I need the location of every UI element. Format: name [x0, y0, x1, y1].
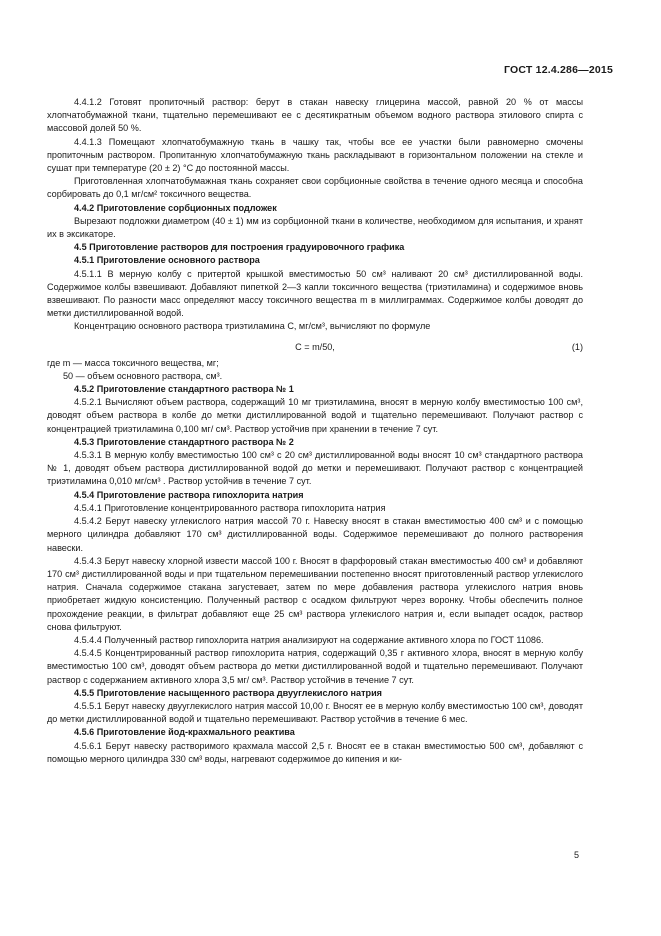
body-paragraph: 4.5.4.3 Берут навеску хлорной извести массой 100 г. Вносят в фарфоровый стакан вместимостью 400 см³ и добавляют 170 см³ дистиллированной воды и при тщательном перемешивании постепенно вносят приготовленный раствор углекислого натрия. Сначала содержимое стакана загустевает, затем по мере добавления раствора углекислого натрия вновь приобретает жидкую консистенцию. Полученный раствор с осадком фильтруют через воронку. Чтобы обеспечить полное прохождение реакции, в фильтрат добавляют еще 25 см³ раствора углекислого натрия и, если выпадет осадок, раствор снова фильтруют. [47, 555, 583, 632]
paragraph-group-1 [47, 96, 583, 334]
body-paragraph: 4.5.4.2 Берут навеску углекислого натрия массой 70 г. Навеску вносят в стакан вместимостью 400 см³ и с помощью мерного цилиндра добавляют 170 см³ дистиллированной воды. Содержимое перемешивают до полного растворения навески. [47, 516, 583, 553]
body-paragraph: 4.4.1.3 Помещают хлопчатобумажную ткань в чашку так, чтобы все ее участки были равномерно смочены пропиточным раствором. Пропитанную хлопчатобумажную ткань раскладывают в горизонтальном положении на стекле и сушат при температуре (20 ± 2) °С до постоянной массы. [47, 136, 583, 174]
body-paragraph: Вырезают подложки диаметром (40 ± 1) мм из сорбционной ткани в количестве, необходимом для испытания, и хранят их в эксикаторе. [47, 215, 583, 240]
body-paragraph: 4.5.1.1 В мерную колбу с притертой крышкой вместимостью 50 см³ наливают 20 см³ дистиллированной воды. Содержимое колбы взвешивают. Добавляют пипеткой 2—3 капли токсичного вещества (триэтиламина) и содержимое вновь взвешивают. По разности масс определяют массу токсичного вещества m в миллиграммах. Содержимое колбы доводят до метки дистиллированной водой. [47, 268, 583, 319]
section-heading: 4.5.1 Приготовление основного раствора [74, 255, 260, 266]
section-heading: 4.5 Приготовление растворов для построения градуировочного графика [74, 242, 405, 253]
where-line-2: 50 — объем основного раствора, см³. [63, 370, 223, 381]
formula-number: (1) [571, 341, 583, 352]
paragraph-group-2 [47, 383, 583, 766]
where-line-1: где m — масса токсичного вещества, мг; [47, 357, 219, 368]
body-paragraph: 4.5.5.1 Берут навеску двууглекислого натрия массой 10,00 г. Вносят ее в мерную колбу вместимостью 100 см³, доводят до метки дистиллированной водой и тщательно перемешивают. Раствор устойчив в течение 6 мес. [47, 700, 583, 725]
body-paragraph: 4.5.3.1 В мерную колбу вместимостью 100 см³ с 20 см³ дистиллированной воды вносят 10 см³ стандартного раствора № 1, доводят объем раствора дистиллированной водой до метки и перемешивают. Получают раствор с концентрацией триэтиламина 0,010 мг/см³ . Раствор устойчив в течение 7 сут. [47, 450, 583, 487]
section-heading: 4.5.4 Приготовление раствора гипохлорита натрия [74, 489, 304, 500]
section-heading: 4.5.6 Приготовление йод-крахмального реактива [74, 727, 295, 738]
document-body [47, 96, 583, 766]
section-heading: 4.5.2 Приготовление стандартного раствора № 1 [74, 384, 294, 395]
standard-header: ГОСТ 12.4.286—2015 [504, 64, 613, 76]
body-paragraph: Концентрацию основного раствора триэтиламина C, мг/см³, вычисляют по формуле [74, 321, 431, 332]
section-heading: 4.4.2 Приготовление сорбционных подложек [74, 202, 277, 213]
body-paragraph: 4.5.6.1 Берут навеску растворимого крахмала массой 2,5 г. Вносят ее в стакан вместимостью 500 см³, добавляют с помощью мерного цилиндра 330 см³ воды, нагревают содержимое до кипения и ки- [47, 740, 583, 764]
formula-1 [47, 338, 583, 357]
section-heading: 4.5.5 Приготовление насыщенного раствора двууглекислого натрия [74, 687, 382, 698]
formula-expression: C = m/50, [295, 341, 335, 352]
body-paragraph: 4.5.4.1 Приготовление концентрированного раствора гипохлорита натрия [74, 502, 386, 513]
body-paragraph: 4.5.2.1 Вычисляют объем раствора, содержащий 10 мг триэтиламина, вносят в мерную колбу вместимостью 100 см³, доводят объем раствора в колбе до метки дистиллированной водой и тщательно перемешивают. Получают раствор с концентрацией триэтиламина 0,100 мг/ см³. Раствор устойчив при хранении в течение 7 сут. [47, 397, 583, 434]
body-paragraph: 4.4.1.2 Готовят пропиточный раствор: берут в стакан навеску глицерина массой, равной 20 % от массы хлопчатобумажной ткани, тщательно перемешивают ее с десятикратным объемом водного раствора этилового спирта с массовой долей 50 %. [47, 97, 583, 134]
body-paragraph: 4.5.4.5 Концентрированный раствор гипохлорита натрия, содержащий 0,35 г активного хлора, вносят в мерную колбу вместимостью 100 см³, доводят объем раствора до метки дистиллированной водой и тщательно перемешивают. Получают раствор с содержанием активного хлора 3,5 мг/ см³. Раствор устойчив в течение 7 сут. [47, 648, 583, 685]
body-paragraph: 4.5.4.4 Полученный раствор гипохлорита натрия анализируют на содержание активного хлора по ГОСТ 11086. [74, 634, 544, 645]
body-paragraph: Приготовленная хлопчатобумажная ткань сохраняет свои сорбционные свойства в течение одного месяца и способна сорбировать до 0,1 мг/см² токсичного вещества. [47, 176, 583, 200]
section-heading: 4.5.3 Приготовление стандартного раствора № 2 [74, 436, 294, 447]
page-number: 5 [573, 850, 579, 860]
